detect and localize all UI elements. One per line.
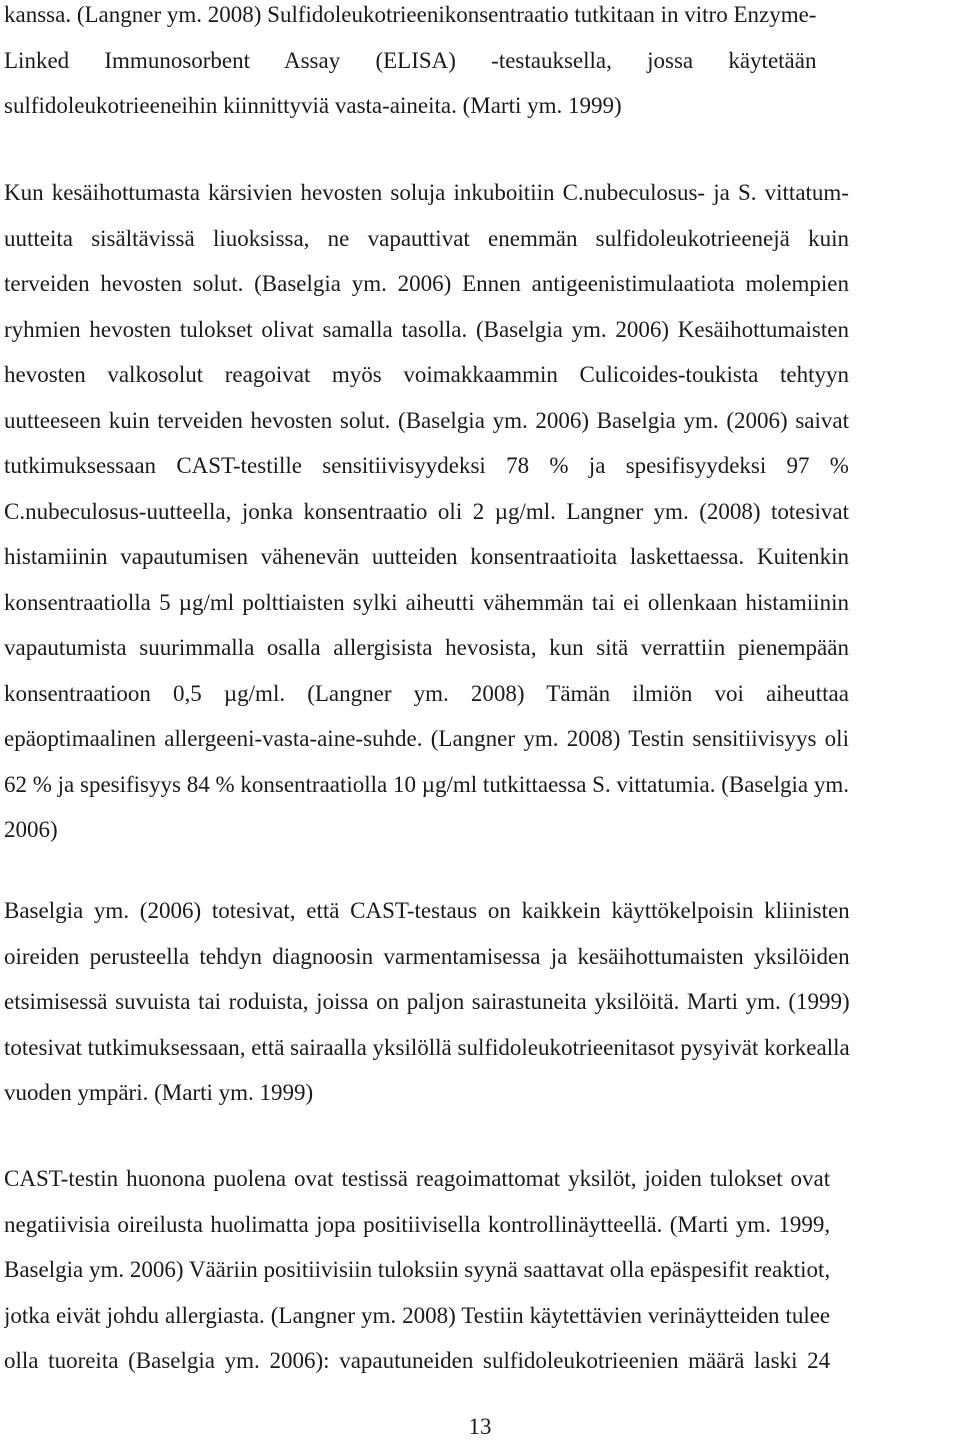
text-line: olla tuoreita (Baselgia ym. 2006): vapautuneiden sulfidoleukotrieenien määrä laski 24 [4,1348,831,1373]
paragraph-cast-usefulness [4,888,850,1116]
page-number: 13 [468,1414,492,1439]
text-line: oireiden perusteella tehdyn diagnoosin varmentamisessa ja kesäihottumaisten yksilöiden [4,943,850,969]
text-line: histamiinin vapautumisen vähenevän uutteiden konsentraatioita laskettaessa. Kuitenkin [4,544,849,569]
text-line: ryhmien hevosten tulokset olivat samalla tasolla. (Baselgia ym. 2006) Kesäihottumaisten [4,316,849,342]
text-line: epäoptimaalinen allergeeni-vasta-aine-suhde. (Langner ym. 2008) Testin sensitiivisyys oli [4,726,849,751]
text-line: C.nubeculosus-uutteella, jonka konsentraatio oli 2 µg/ml. Langner ym. (2008) totesivat [4,498,849,524]
text-line: jotka eivät johdu allergiasta. (Langner ym. 2008) Testiin käytettävien verinäytteiden tulee [4,1302,831,1328]
text-line: tutkimuksessaan CAST-testille sensitiivisyydeksi 78 % ja spesifisyydeksi 97 % [4,453,849,478]
text-line: Linked Immunosorbent Assay (ELISA) -testauksella, jossa käytetään [4,47,817,73]
text-line: konsentraatiolla 5 µg/ml polttiaisten sylki aiheutti vähemmän tai ei ollenkaan histamiinin [4,589,849,615]
text-line: CAST-testin huonona puolena ovat testissä reagoimattomat yksilöt, joiden tulokset ovat [4,1166,831,1191]
paragraph-cast-weaknesses [4,1156,830,1384]
text-line: terveiden hevosten solut. (Baselgia ym. 2006) Ennen antigeenistimulaatiota molempien [4,271,849,296]
text-line: vuoden ympäri. (Marti ym. 1999) [4,1080,314,1105]
paragraph-elisa [4,0,816,129]
text-line: uutteeseen kuin terveiden hevosten solut. (Baselgia ym. 2006) Baselgia ym. (2006) saivat [4,407,849,433]
text-line: konsentraatioon 0,5 µg/ml. (Langner ym. 2008) Tämän ilmiön voi aiheuttaa [4,680,849,706]
text-line: 2006) [4,817,58,842]
paragraph-cast-results [4,170,849,853]
text-line: 62 % ja spesifisyys 84 % konsentraatiolla 10 µg/ml tutkittaessa S. vittatumia. (Baselgia ym. [4,771,849,797]
text-line: kanssa. (Langner ym. 2008) Sulfidoleukotrieenikonsentraatio tutkitaan in vitro Enzyme- [4,2,817,27]
text-line: etsimisessä suvuista tai roduista, joissa on paljon sairastuneita yksilöitä. Marti ym. (1999) [4,989,850,1014]
text-line: negatiivisia oireilusta huolimatta jopa positiivisella kontrollinäytteellä. (Marti ym. 1999, [4,1211,831,1237]
text-line: Baselgia ym. 2006) Vääriin positiivisiin tuloksiin syynä saattavat olla epäspesifit reaktiot, [4,1257,831,1282]
text-line: hevosten valkosolut reagoivat myös voimakkaammin Culicoides-toukista tehtyyn [4,362,849,387]
text-line: totesivat tutkimuksessaan, että sairaalla yksilöllä sulfidoleukotrieenitasot pysyivät korkealla [4,1034,850,1060]
text-line: uutteita sisältävissä liuoksissa, ne vapauttivat enemmän sulfidoleukotrieenejä kuin [4,225,849,251]
text-line: Baselgia ym. (2006) totesivat, että CAST-testaus on kaikkein käyttökelpoisin kliinisten [4,898,850,923]
text-line: sulfidoleukotrieeneihin kiinnittyviä vasta-aineita. (Marti ym. 1999) [4,93,622,118]
text-line: vapautumista suurimmalla osalla allergisista hevosista, kun sitä verrattiin pienempään [4,635,849,660]
text-line: Kun kesäihottumasta kärsivien hevosten soluja inkuboitiin C.nubeculosus- ja S. vittatum- [4,180,849,205]
